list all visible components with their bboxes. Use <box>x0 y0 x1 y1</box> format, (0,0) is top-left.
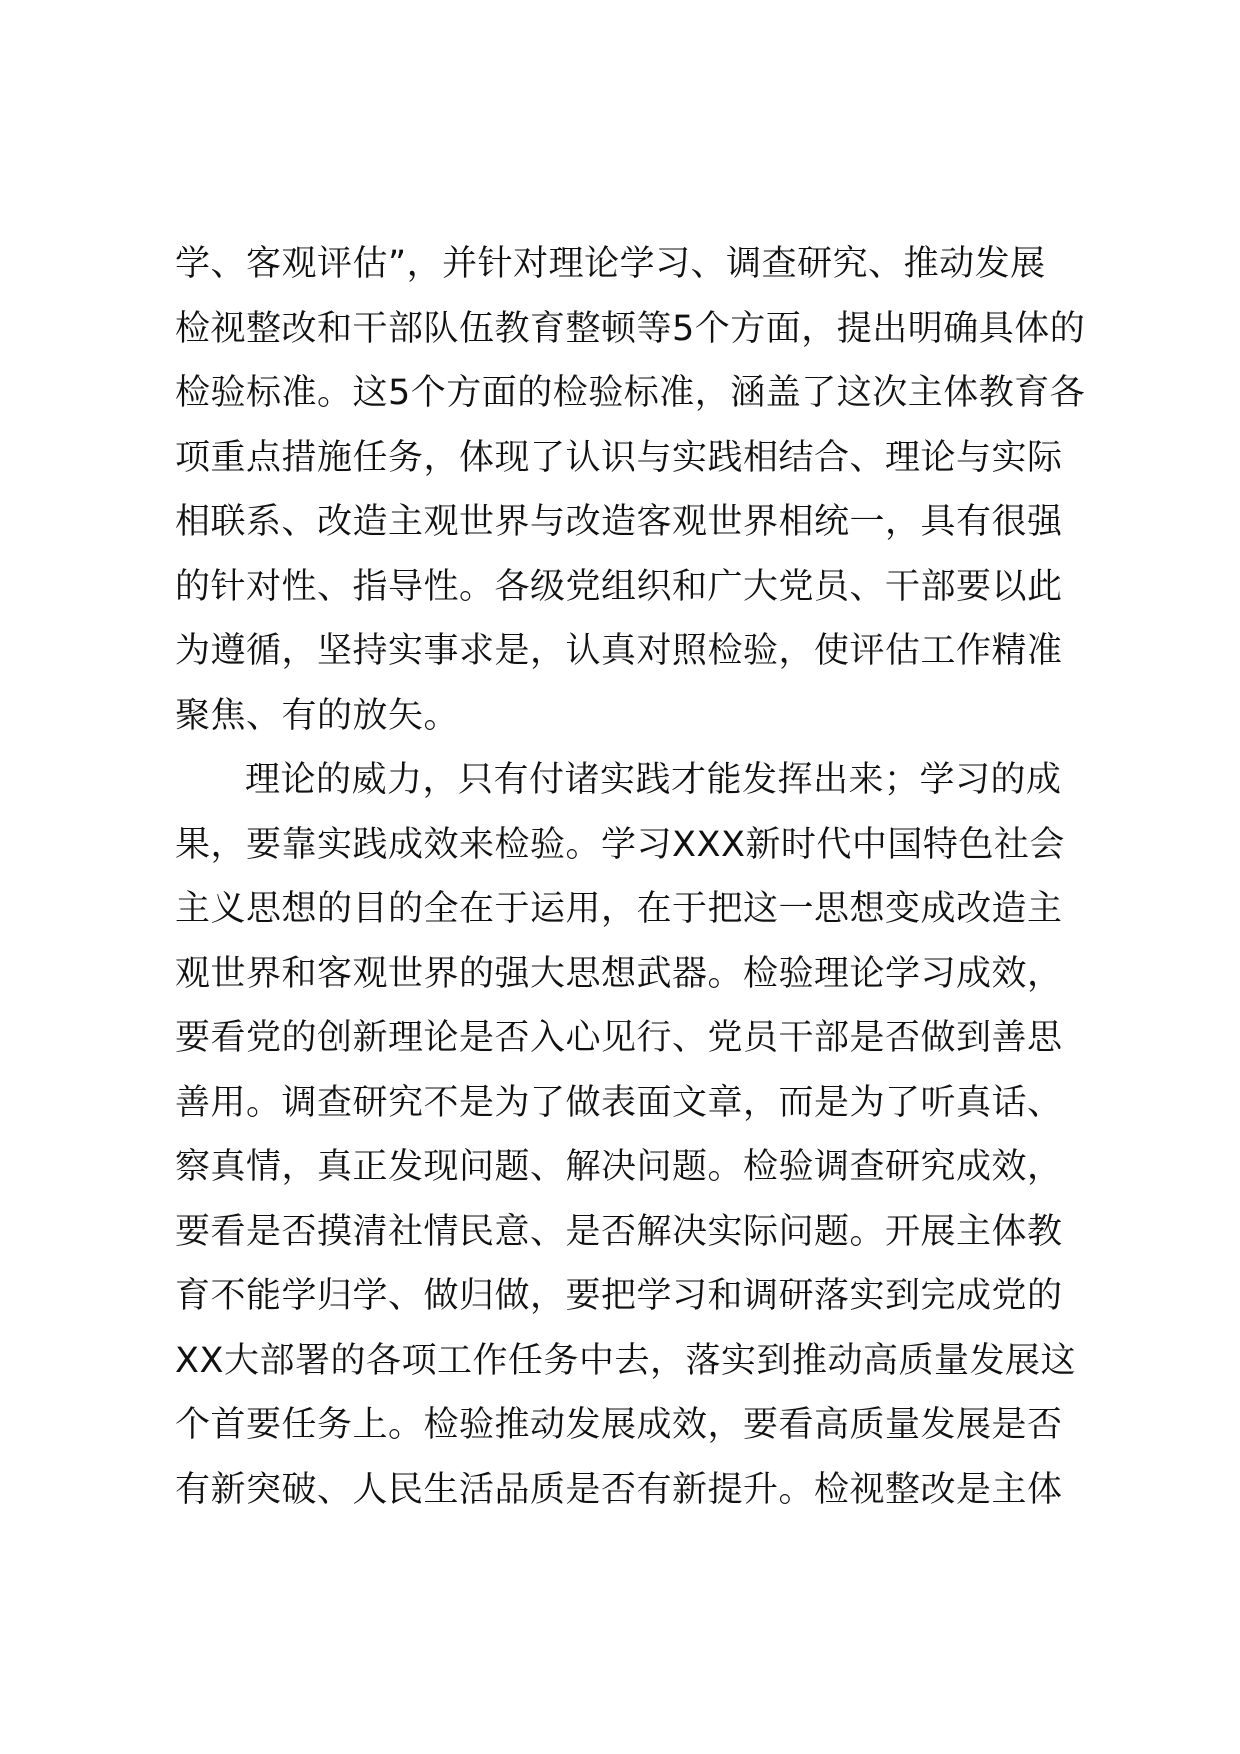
text-line: 主义思想的目的全在于运用，在于把这一思想变成改造主 <box>175 889 1063 929</box>
text-line: 要看党的创新理论是否入心见行、党员干部是否做到善思 <box>175 1018 1063 1058</box>
text-line: 要看是否摸清社情民意、是否解决实际问题。开展主体教 <box>175 1211 1063 1252</box>
text-line: XX大部署的各项工作任务中去，落实到推动高质量发展这 <box>175 1340 1076 1381</box>
text-line: 聚焦、有的放矢。 <box>175 695 460 736</box>
text-line: 善用。调查研究不是为了做表面文章，而是为了听真话、 <box>175 1082 1063 1123</box>
text-line: 学、客观评估”，并针对理论学习、调查研究、推动发展 <box>175 244 1046 284</box>
paragraph-start-line: 理论的威力，只有付诸实践才能发挥出来；学习的成 <box>245 760 1062 800</box>
text-line: 个首要任务上。检验推动发展成效，要看高质量发展是否 <box>175 1405 1063 1445</box>
text-line: 为遵循，坚持实事求是，认真对照检验，使评估工作精准 <box>175 631 1063 671</box>
text-line: 果，要靠实践成效来检验。学习XXX新时代中国特色社会 <box>175 824 1065 865</box>
text-line: 相联系、改造主观世界与改造客观世界相统一，具有很强 <box>175 502 1063 542</box>
text-line: 检视整改和干部队伍教育整顿等5个方面，提出明确具体的 <box>175 308 1086 349</box>
text-line: 项重点措施任务，体现了认识与实践相结合、理论与实际 <box>175 437 1063 478</box>
text-line: 有新突破、人民生活品质是否有新提升。检视整改是主体 <box>175 1469 1063 1510</box>
body-text <box>175 232 1115 1522</box>
text-line: 观世界和客观世界的强大思想武器。检验理论学习成效， <box>175 953 1063 994</box>
text-line: 检验标准。这5个方面的检验标准，涵盖了这次主体教育各 <box>175 373 1086 413</box>
text-line: 察真情，真正发现问题、解决问题。检验调查研究成效， <box>175 1147 1063 1187</box>
text-line: 育不能学归学、做归做，要把学习和调研落实到完成党的 <box>175 1276 1063 1316</box>
text-line: 的针对性、指导性。各级党组织和广大党员、干部要以此 <box>175 566 1063 607</box>
